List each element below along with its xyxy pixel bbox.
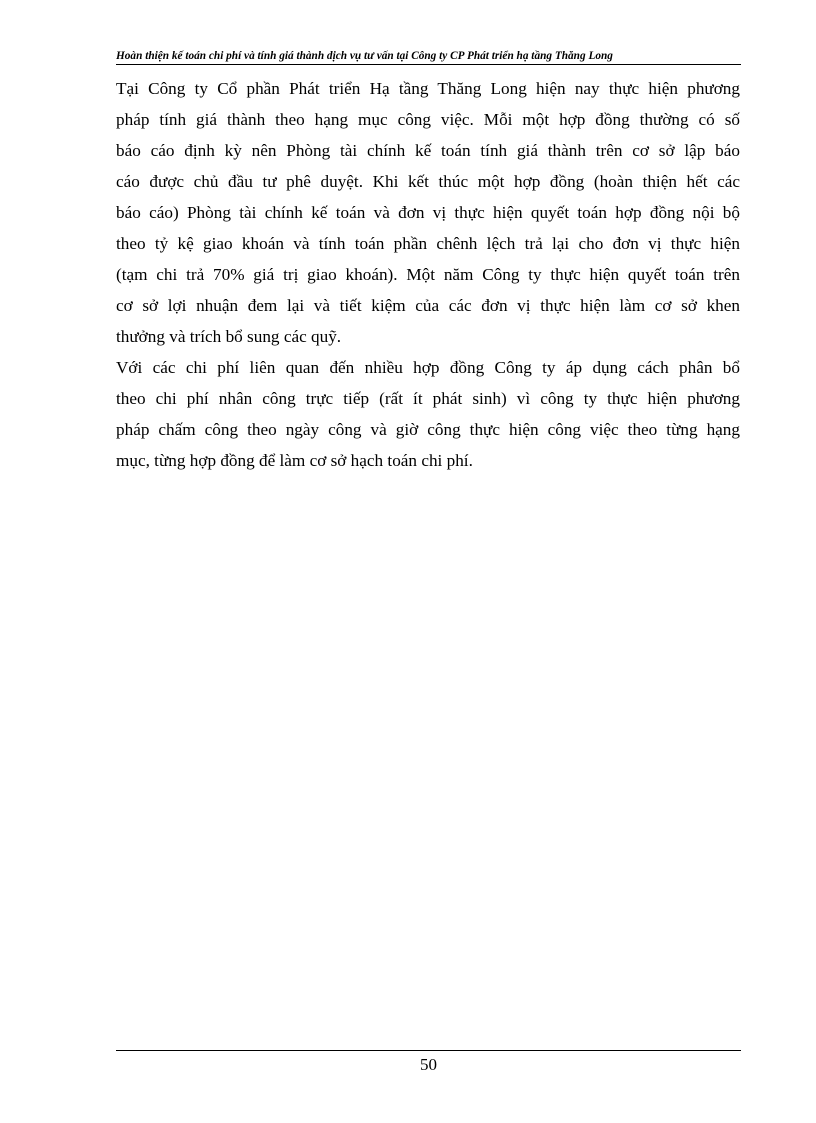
footer-rule [116,1050,741,1051]
paragraph-line: (tạm chi trả 70% giá trị giao khoán). Một năm Công ty thực hiện quyết toán trên [116,265,740,284]
page-number: 50 [420,1055,437,1074]
paragraph-line: Tại Công ty Cổ phần Phát triển Hạ tầng Thăng Long hiện nay thực hiện phương [116,79,740,98]
paragraph-line: mục, từng hợp đồng để làm cơ sở hạch toán chi phí. [116,451,473,470]
paragraph-line: Với các chi phí liên quan đến nhiều hợp đồng Công ty áp dụng cách phân bổ [116,358,740,377]
paragraph-line: cáo được chủ đầu tư phê duyệt. Khi kết thúc một hợp đồng (hoàn thiện hết các [116,172,740,191]
paragraph-2 [116,352,740,476]
paragraph-line: cơ sở lợi nhuận đem lại và tiết kiệm của các đơn vị thực hiện làm cơ sở khen [116,296,740,315]
body-text [116,73,740,476]
paragraph-line: pháp chấm công theo ngày công và giờ công thực hiện công việc theo từng hạng [116,420,740,439]
header-rule [116,64,741,65]
paragraph-line: thưởng và trích bổ sung các quỹ. [116,327,342,346]
paragraph-line: theo chi phí nhân công trực tiếp (rất ít phát sinh) vì công ty thực hiện phương [116,389,740,408]
paragraph-line: báo cáo định kỳ nên Phòng tài chính kế toán tính giá thành trên cơ sở lập báo [116,141,740,160]
paragraph-line: theo tỷ kệ giao khoán và tính toán phần chênh lệch trả lại cho đơn vị thực hiện [116,234,740,253]
paragraph-line: báo cáo) Phòng tài chính kế toán và đơn vị thực hiện quyết toán hợp đồng nội bộ [116,203,740,222]
paragraph-1 [116,73,740,352]
running-header: Hoàn thiện kế toán chi phí và tính giá thành dịch vụ tư vấn tại Công ty CP Phát triển hạ tầng Thăng Long [116,50,613,62]
paragraph-line: pháp tính giá thành theo hạng mục công việc. Mỗi một hợp đồng thường có số [116,110,740,129]
